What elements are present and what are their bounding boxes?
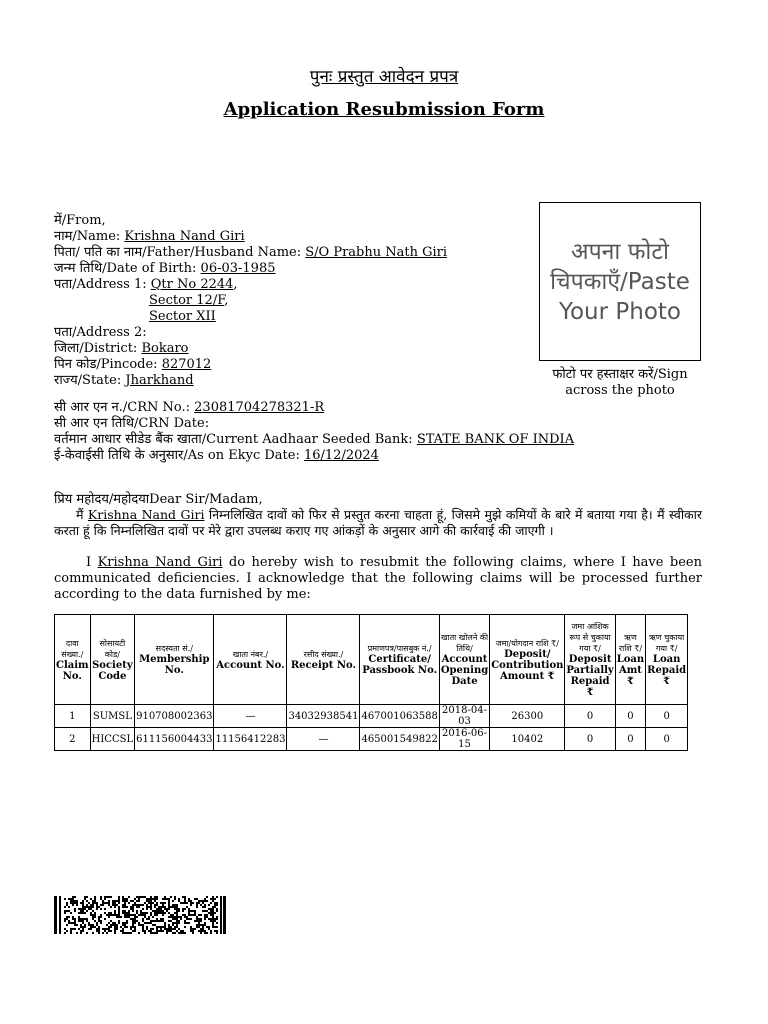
header-membership-no: सदस्यता सं./ Membership No. [135, 615, 214, 705]
state-value: Jharkhand [125, 373, 194, 388]
ekyc-row [54, 448, 379, 464]
photo-placeholder-text: अपना फोटो चिपकाएँ/Paste Your Photo [550, 238, 690, 325]
cell-deposit-repaid: 0 [565, 728, 615, 751]
bank-value: STATE BANK OF INDIA [416, 432, 575, 447]
cell-society-code: SUMSL [90, 705, 134, 728]
photo-placeholder-box [539, 202, 701, 361]
page-title: Application Resubmission Form [223, 99, 545, 120]
cell-loan-amt: 0 [615, 705, 645, 728]
cell-account-no: — [214, 705, 287, 728]
crn-value: 23081704278321-R [194, 400, 325, 415]
district-label: जिला/District: [54, 341, 142, 356]
header-opening-date: खाता खोलने की तिथि/ Account Opening Date [439, 615, 489, 705]
from-label: में/From, [54, 213, 106, 228]
barcode [54, 896, 226, 934]
address1-line1: Qtr No 2244 [150, 277, 234, 292]
address1-label: पता/Address 1: [54, 277, 151, 292]
crn-row [54, 400, 324, 416]
district-value: Bokaro [141, 341, 189, 356]
address1-line3-row [149, 309, 216, 325]
header-loan-repaid: ऋण चुकाया गया ₹/ Loan Repaid ₹ [646, 615, 688, 705]
hindi-paragraph [54, 507, 702, 539]
cell-certificate-no: 467001063588 [360, 705, 439, 728]
ekyc-value: 16/12/2024 [303, 448, 379, 463]
table-row [55, 705, 688, 728]
father-label: पिता/ पति का नाम/Father/Husband Name: [54, 245, 306, 260]
table-header-row [55, 615, 688, 705]
header-deposit-amount: जमा/योगदान राशि ₹/ Deposit/ Contribution Amount ₹ [490, 615, 565, 705]
english-paragraph [54, 555, 702, 603]
state-row [54, 373, 194, 389]
header-society-code: सोसायटी कोड/ Society Code [90, 615, 134, 705]
cell-opening-date: 2016-06-15 [439, 728, 489, 751]
father-row [54, 245, 447, 261]
address1-line2-row: Sector 12/F, [149, 293, 229, 308]
cell-membership-no: 611156004433 [135, 728, 214, 751]
state-label: राज्य/State: [54, 373, 126, 388]
address1-line2: Sector 12/F [149, 293, 225, 308]
header-loan-amt: ऋण राशि ₹/ Loan Amt ₹ [615, 615, 645, 705]
cell-society-code: HICCSL [90, 728, 134, 751]
dob-value: 06-03-1985 [200, 261, 276, 276]
hindi-body: निम्नलिखित दावों को फिर से प्रस्तुत करना चाहता हूं, जिसमे मुझे कमियों के बारे में बताया गया है। मैं स्वीकार करता हूं कि निम्नलिखित दावों पर मेरे द्वारा उपलब्ध कराए गए आंकड़ों के अनुसार आगे की कार्रवाई की जाएगी । [54, 507, 703, 538]
cell-receipt-no: — [287, 728, 360, 751]
english-body: do hereby wish to resubmit the following claims, where I have been communicated deficiencies. I acknowledge that the following claims will be processed further according to the data furnished by me: [54, 555, 703, 602]
cell-account-no: 11156412283 [214, 728, 287, 751]
pincode-label: पिन कोड/Pincode: [54, 357, 162, 372]
ekyc-label: ई-केवाईसी तिथि के अनुसार/As on Ekyc Date: [54, 448, 304, 463]
claims-table [54, 614, 688, 751]
cell-loan-repaid: 0 [646, 705, 688, 728]
cell-claim-no: 1 [55, 705, 91, 728]
header-receipt-no: रसीद संख्या./ Receipt No. [287, 615, 360, 705]
bank-label: वर्तमान आधार सीडेड बैंक खाता/Current Aadhaar Seeded Bank: [54, 432, 417, 447]
hindi-title: पुनः प्रस्तुत आवेदन प्रपत्र [309, 67, 459, 87]
hindi-name: Krishna Nand Giri [87, 507, 205, 522]
name-label: नाम/Name: [54, 229, 125, 244]
cell-loan-amt: 0 [615, 728, 645, 751]
english-name: Krishna Nand Giri [97, 555, 223, 570]
crn-date-label: सी आर एन तिथि/CRN Date: [54, 416, 210, 431]
pincode-row [54, 357, 211, 373]
address2-label: पता/Address 2: [54, 325, 147, 340]
photo-caption: फोटो पर हस्ताक्षर करें/Sign across the photo [552, 367, 688, 398]
header-account-no: खाता नंबर./ Account No. [214, 615, 287, 705]
hindi-intro: मैं [76, 507, 88, 522]
address1-line3: Sector XII [149, 309, 216, 324]
cell-deposit-repaid: 0 [565, 705, 615, 728]
cell-membership-no: 910708002363 [135, 705, 214, 728]
salutation: प्रिय महोदय/महोदयाDear Sir/Madam, [54, 492, 263, 507]
cell-deposit-amount: 26300 [490, 705, 565, 728]
name-row [54, 229, 245, 245]
district-row [54, 341, 189, 357]
table-row [55, 728, 688, 751]
cell-certificate-no: 465001549822 [360, 728, 439, 751]
pincode-value: 827012 [161, 357, 212, 372]
father-value: S/O Prabhu Nath Giri [305, 245, 448, 260]
header-claim-no: दावा संख्या./ Claim No. [55, 615, 91, 705]
cell-deposit-amount: 10402 [490, 728, 565, 751]
header-deposit-repaid: जमा आंशिक रूप से चुकाया गया ₹/ Deposit Partially Repaid ₹ [565, 615, 615, 705]
cell-loan-repaid: 0 [646, 728, 688, 751]
english-intro: I [86, 555, 98, 570]
crn-label: सी आर एन न./CRN No.: [54, 400, 195, 415]
name-value: Krishna Nand Giri [124, 229, 245, 244]
header-certificate-no: प्रमाणपत्र/पासबुक नं./ Certificate/ Passbook No. [360, 615, 439, 705]
dob-row [54, 261, 276, 277]
address1-row: पता/Address 1: Qtr No 2244, [54, 277, 238, 292]
cell-opening-date: 2018-04-03 [439, 705, 489, 728]
cell-receipt-no: 34032938541 [287, 705, 360, 728]
dob-label: जन्म तिथि/Date of Birth: [54, 261, 201, 276]
bank-row [54, 432, 574, 448]
cell-claim-no: 2 [55, 728, 91, 751]
